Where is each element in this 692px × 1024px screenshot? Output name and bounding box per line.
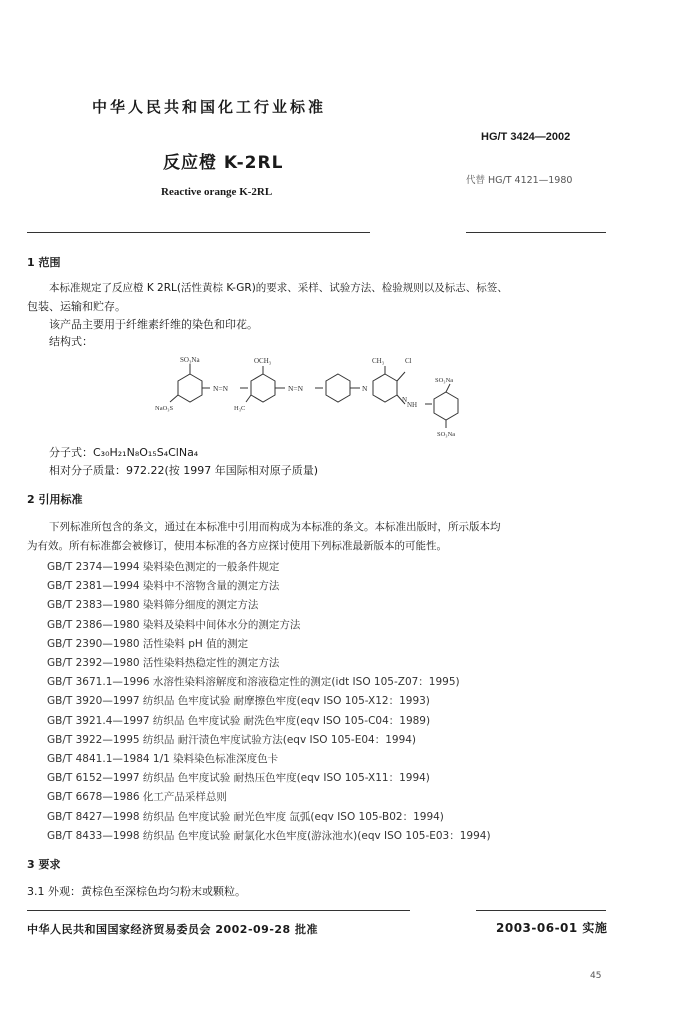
page-number: 45 — [590, 971, 602, 981]
references-intro-line-1: 下列标准所包含的条文，通过在本标准中引用而构成为本标准的条文。本标准出版时，所示版本均 — [49, 521, 501, 533]
header-rule-right — [466, 232, 606, 233]
reference-item: GB/T 8433—1998 纺织品 色牢度试验 耐氯化水色牢度(游泳池水)(eqv ISO 105-E03：1994) — [47, 829, 491, 842]
structure-label: N — [402, 396, 408, 404]
structure-label: NH — [407, 401, 418, 409]
document-title-en: Reactive orange K-2RL — [161, 186, 273, 198]
reference-item: GB/T 6152—1997 纺织品 色牢度试验 耐热压色牢度(eqv ISO 105-X11：1994) — [47, 772, 430, 785]
scope-paragraph-line-1: 本标准规定了反应橙 K 2RL(活性黄棕 K-GR)的要求、采样、试验方法、检验规则以及标志、标签、 — [49, 282, 508, 294]
structure-label: NaO₃S — [155, 405, 174, 412]
document-title-cn: 反应橙 K-2RL — [163, 153, 284, 173]
reference-item: GB/T 3920—1997 纺织品 色牢度试验 耐摩擦色牢度(eqv ISO 105-X12：1993) — [47, 695, 430, 708]
structure-label: SO₃Na — [437, 431, 456, 438]
structure-label: N=N — [213, 384, 229, 393]
molecular-formula: 分子式：C₃₀H₂₁N₈O₁₅S₄ClNa₄ — [49, 446, 199, 459]
approval-line: 中华人民共和国国家经济贸易委员会 2002-09-28 批准 — [27, 923, 319, 936]
section-3-heading: 3 要求 — [27, 858, 61, 871]
section-1-heading: 1 范围 — [27, 256, 61, 269]
section-2-heading: 2 引用标准 — [27, 493, 83, 506]
structure-label: N — [362, 384, 368, 393]
reference-item: GB/T 2390—1980 活性染料 pH 值的测定 — [47, 637, 249, 650]
reference-item: GB/T 2374—1994 染料染色测定的一般条件规定 — [47, 561, 280, 573]
footer-rule-right — [476, 910, 606, 911]
reference-item: GB/T 6678—1986 化工产品采样总则 — [47, 791, 227, 804]
structure-label: Cl — [405, 357, 412, 365]
structure-label: SO₃Na — [180, 356, 200, 364]
structure-label: CH₃ — [372, 357, 385, 365]
structure-label: OCH₃ — [254, 357, 272, 365]
replaces-standard: 代替 HG/T 4121—1980 — [466, 175, 573, 186]
reference-item: GB/T 2386—1980 染料及染料中间体水分的测定方法 — [47, 618, 301, 631]
structure-label: H₃C — [234, 405, 246, 412]
molecular-weight: 相对分子质量：972.22(按 1997 年国际相对原子质量) — [49, 464, 319, 477]
reference-item: GB/T 4841.1—1984 1/1 染料染色标准深度色卡 — [47, 753, 279, 765]
reference-item: GB/T 3921.4—1997 纺织品 色牢度试验 耐洗色牢度(eqv ISO 105-C04：1989) — [47, 714, 431, 727]
header-rule-left — [27, 232, 370, 233]
requirement-3-1: 3.1 外观：黄棕色至深棕色均匀粉末或颗粒。 — [27, 885, 246, 898]
structure-label: SO₃Na — [435, 377, 454, 384]
scope-usage-paragraph: 该产品主要用于纤维素纤维的染色和印花。 — [49, 318, 258, 331]
chemical-structure-diagram — [150, 352, 470, 440]
reference-item: GB/T 2392—1980 活性染料热稳定性的测定方法 — [47, 657, 280, 669]
scope-paragraph-line-2: 包装、运输和贮存。 — [27, 300, 126, 313]
structure-label: 结构式： — [49, 335, 93, 348]
reference-item: GB/T 2383—1980 染料筛分细度的测定方法 — [47, 599, 259, 612]
footer-rule-left — [27, 910, 410, 911]
reference-item: GB/T 3922—1995 纺织品 耐汗渍色牢度试验方法(eqv ISO 105-E04：1994) — [47, 733, 417, 746]
reference-item: GB/T 2381—1994 染料中不溶物含量的测定方法 — [47, 580, 280, 593]
implementation-date: 2003-06-01 实施 — [496, 921, 608, 935]
reference-item: GB/T 3671.1—1996 水溶性染料溶解度和溶液稳定性的测定(idt ISO 105-Z07：1995) — [47, 676, 460, 689]
reference-item: GB/T 8427—1998 纺织品 色牢度试验 耐光色牢度 氙弧(eqv ISO 105-B02：1994) — [47, 810, 444, 823]
references-intro-line-2: 为有效。所有标准都会被修订，使用本标准的各方应探讨使用下列标准最新版本的可能性。 — [27, 540, 447, 552]
structure-label: N=N — [288, 384, 304, 393]
standard-number: HG/T 3424—2002 — [481, 131, 571, 143]
document-issuer-title: 中华人民共和国化工行业标准 — [92, 98, 327, 116]
